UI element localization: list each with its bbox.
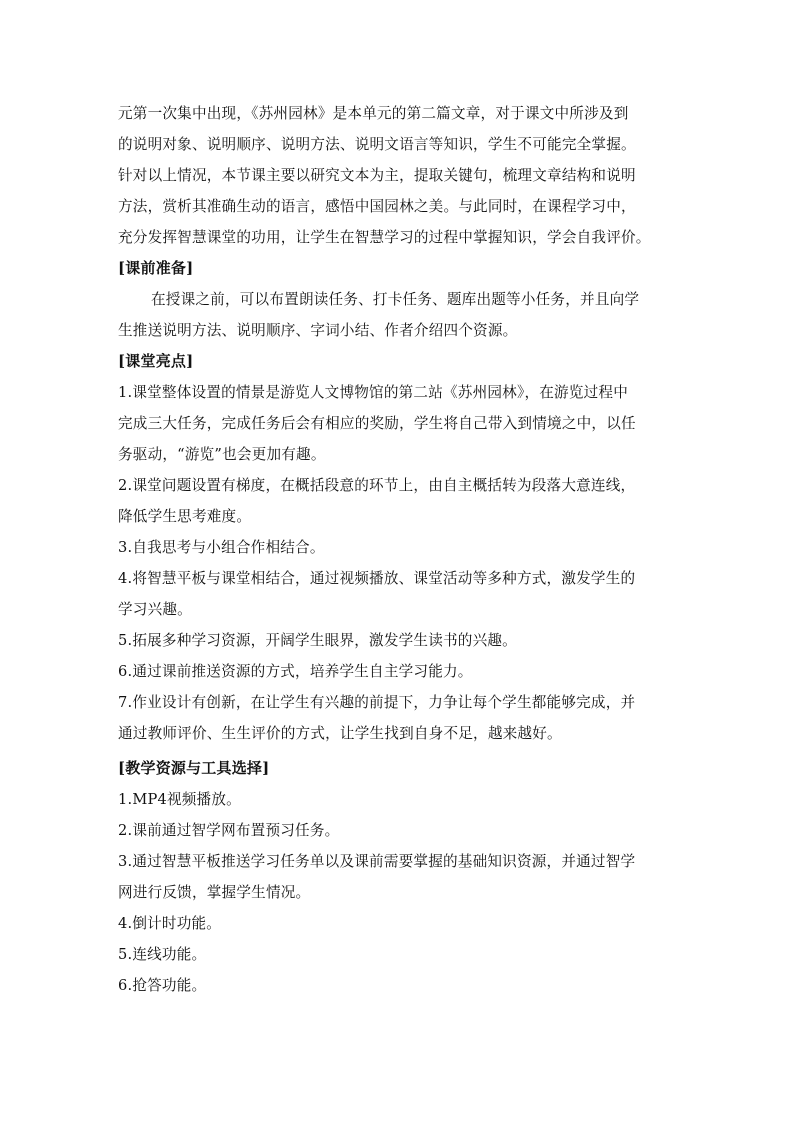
highlight-line: 5.拓展多种学习资源，开阔学生眼界，激发学生读书的兴趣。 (118, 632, 517, 649)
highlight-line: 3.自我思考与小组合作相结合。 (118, 539, 325, 556)
highlight-line: 通过教师评价、生生评价的方式，让学生找到自身不足，越来越好。 (118, 725, 562, 742)
prep-line: 生推送说明方法、说明顺序、字词小结、作者介绍四个资源。 (118, 322, 518, 339)
resource-line: 3.通过智慧平板推送学习任务单以及课前需要掌握的基础知识资源，并通过智学 (118, 853, 636, 870)
document-body (118, 98, 676, 1001)
intro-line: 充分发挥智慧课堂的功用，让学生在智慧学习的过程中掌握知识，学会自我评价。 (118, 229, 651, 246)
highlight-line: 降低学生思考难度。 (118, 508, 252, 525)
section-heading-highlights: [课堂亮点] (118, 352, 194, 370)
highlight-line: 1.课堂整体设置的情景是游览人文博物馆的第二站《苏州园林》，在游览过程中 (118, 384, 629, 401)
highlight-line: 6.通过课前推送资源的方式，培养学生自主学习能力。 (118, 663, 473, 680)
intro-line: 的说明对象、说明顺序、说明方法、说明文语言等知识，学生不可能完全掌握。 (118, 136, 636, 153)
section-heading-resources: [教学资源与工具选择] (118, 759, 270, 777)
resource-line: 5.连线功能。 (118, 946, 207, 963)
intro-line: 方法，赏析其准确生动的语言，感悟中国园林之美。与此同时，在课程学习中， (118, 198, 636, 215)
resource-line: 6.抢答功能。 (118, 977, 207, 994)
highlight-line: 7.作业设计有创新，在让学生有兴趣的前提下，力争让每个学生都能够完成，并 (118, 694, 636, 711)
highlight-line: 学习兴趣。 (118, 601, 192, 618)
resource-line: 1.MP4视频播放。 (118, 791, 241, 808)
resource-line: 4.倒计时功能。 (118, 915, 222, 932)
prep-line: 在授课之前，可以布置朗读任务、打卡任务、题库出题等小任务，并且向学 (151, 291, 640, 308)
highlight-line: 务驱动，“游览”也会更加有趣。 (118, 446, 326, 463)
intro-line: 元第一次集中出现，《苏州园林》是本单元的第二篇文章，对于课文中所涉及到 (118, 105, 629, 122)
section-heading-prep: [课前准备] (118, 259, 194, 277)
highlight-line: 4.将智慧平板与课堂相结合，通过视频播放、课堂活动等多种方式，激发学生的 (118, 570, 636, 587)
resource-line: 2.课前通过智学网布置预习任务。 (118, 822, 340, 839)
highlight-line: 2.课堂问题设置有梯度，在概括段意的环节上，由自主概括转为段落大意连线， (118, 477, 636, 494)
intro-line: 针对以上情况，本节课主要以研究文本为主，提取关键句，梳理文章结构和说明 (118, 167, 636, 184)
resource-line: 网进行反馈，掌握学生情况。 (118, 884, 311, 901)
highlight-line: 完成三大任务，完成任务后会有相应的奖励，学生将自己带入到情境之中，以任 (118, 415, 636, 432)
